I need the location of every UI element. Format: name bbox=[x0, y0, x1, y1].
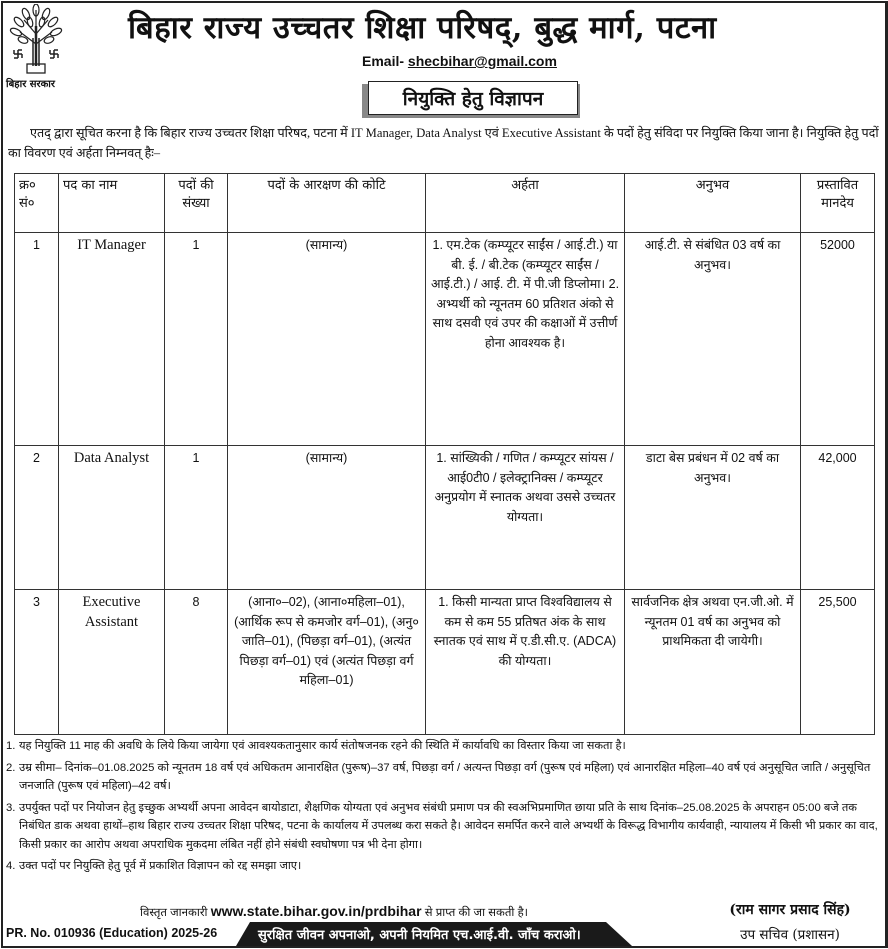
note-number: 2. bbox=[6, 761, 16, 774]
header-serial-no: क्र० सं० bbox=[15, 174, 59, 233]
note-text: उक्त पदों पर नियुक्ति हेतु पूर्व में प्रकाशित विज्ञापन को रद्द समझा जाए। bbox=[19, 860, 302, 872]
note-item bbox=[6, 799, 880, 855]
note-text: यह नियुक्ति 11 माह की अवधि के लिये किया जायेगा एवं आवश्यकतानुसार कार्य संतोषजनक रहने की स्थिति में कार्यावधि का विस्तार किया जा सकता है। bbox=[19, 740, 626, 752]
note-number: 3. bbox=[6, 801, 16, 814]
note-text: उपर्युक्त पदों पर नियोजन हेतु इच्छुक अभ्यर्थी अपना आवेदन बायोडाटा, शैक्षणिक योग्यता एवं अनुभव संबंधी प्रमाण पत्र की स्वअभिप्रमाणित छाया प्रति के साथ दिनांक–25.08.2025 के अपराहन 05:00 बजे तक निबंधित डाक अथवा हाथों–हाथ बिहार राज्य उच्चतर शिक्षा परिषद, पटना के कार्यालय में उपलब्ध करा सकते है। आवेदन समर्पित करने वाले अभ्यर्थी के विरूद्ध विभागीय कार्यवाही, न्यायालय में किसी भी प्रकार का वाद, किसी प्रकार का आरोप अथवा अपराधिक मुकदमा लंबित नहीं होने संबंधी स्वघोषणा पत्र भी देना होगा। bbox=[19, 801, 878, 851]
page-title: बिहार राज्य उच्चतर शिक्षा परिषद्, बुद्ध मार्ग, पटना bbox=[128, 10, 717, 46]
cell-qualification: 1. एम.टेक (कम्प्यूटर साईंस / आई.टी.) या बी. ई. / बी.टेक (कम्प्यूटर साईंस / आई.टी.) / आई. टी. में पी.जी डिप्लोमा। 2. अभ्यर्थी को न्यूनतम 60 प्रतिशत अंको से साथ दसवी एवं उपर की कक्षाओं में उत्तीर्ण होना आवश्यक है। bbox=[426, 233, 625, 446]
cell-experience: आई.टी. से संबंधित 03 वर्ष का अनुभव। bbox=[625, 233, 801, 446]
hiv-awareness-banner bbox=[236, 922, 636, 946]
cell-post-name: IT Manager bbox=[59, 233, 165, 446]
posts-table bbox=[14, 173, 875, 735]
cell-post-count: 8 bbox=[165, 590, 228, 735]
header-experience: अनुभव bbox=[625, 174, 801, 233]
cell-salary: 52000 bbox=[801, 233, 875, 446]
cell-post-name: Data Analyst bbox=[59, 446, 165, 590]
email-link[interactable]: shecbihar@gmail.com bbox=[407, 53, 557, 69]
cell-salary: 42,000 bbox=[801, 446, 875, 590]
header-post-count: पदों की संख्या bbox=[165, 174, 228, 233]
more-info-prefix: विस्तृत जानकारी bbox=[140, 907, 211, 919]
signer-designation: उप सचिव (प्रशासन) bbox=[740, 927, 840, 943]
table-row bbox=[15, 590, 875, 735]
note-item bbox=[6, 737, 880, 756]
intro-paragraph: एतद् द्वारा सूचित करना है कि बिहार राज्य उच्चतर शिक्षा परिषद, पटना में IT Manager, Data Analyst एवं Executive Assistant के पदों हेतु संविदा पर नियुक्ति किया जाना है। नियुक्ति हेतु पदों का विवरण एवं अर्हता निम्नवत् हैः– bbox=[8, 126, 879, 160]
cell-salary: 25,500 bbox=[801, 590, 875, 735]
header-reservation: पदों के आरक्षण की कोटि bbox=[228, 174, 426, 233]
header-qualification: अर्हता bbox=[426, 174, 625, 233]
note-item bbox=[6, 759, 880, 796]
email-label: Email- bbox=[362, 53, 408, 69]
cell-qualification: 1. किसी मान्यता प्राप्त विश्वविद्यालय से कम से कम 55 प्रतिषत अंक के साथ स्नातक एवं साथ में ए.डी.सी.ए. (ADCA) की योग्यता। bbox=[426, 590, 625, 735]
cell-qualification: 1. सांख्यिकी / गणित / कम्प्यूटर सांयस / आई0टी0 / इलेक्ट्रानिक्स / कम्प्यूटर अनुप्रयोग में स्नातक अथवा उससे उच्चतर योग्यता। bbox=[426, 446, 625, 590]
cell-serial-no: 2 bbox=[15, 446, 59, 590]
cell-experience: डाटा बेस प्रबंधन में 02 वर्ष का अनुभव। bbox=[625, 446, 801, 590]
note-number: 4. bbox=[6, 860, 16, 872]
banner-text: सुरक्षित जीवन अपनाओ, अपनी नियमित एच.आई.वी. जाँच कराओ। bbox=[258, 928, 581, 943]
more-info-line bbox=[140, 903, 528, 920]
pr-number: PR. No. 010936 (Education) 2025-26 bbox=[6, 926, 218, 940]
cell-serial-no: 1 bbox=[15, 233, 59, 446]
cell-post-name: Executive Assistant bbox=[59, 590, 165, 735]
cell-serial-no: 3 bbox=[15, 590, 59, 735]
note-number: 1. bbox=[6, 740, 16, 752]
table-row bbox=[15, 446, 875, 590]
cell-post-count: 1 bbox=[165, 233, 228, 446]
note-item bbox=[6, 857, 880, 876]
cell-reservation: (सामान्य) bbox=[228, 446, 426, 590]
table-row bbox=[15, 233, 875, 446]
cell-reservation: (सामान्य) bbox=[228, 233, 426, 446]
table-header-row bbox=[15, 174, 875, 233]
logo-caption: बिहार सरकार bbox=[6, 79, 55, 90]
cell-post-count: 1 bbox=[165, 446, 228, 590]
email-line bbox=[362, 53, 557, 69]
signer-name: (राम सागर प्रसाद सिंह) bbox=[729, 902, 851, 918]
notes-list bbox=[6, 737, 880, 879]
header-salary: प्रस्तावित मानदेय bbox=[801, 174, 875, 233]
cell-reservation: (आना०–02), (आना०महिला–01), (आर्थिक रूप से कमजोर वर्ग–01), (अनु० जाति–01), (पिछड़ा वर्ग–01), (अत्यंत पिछड़ा वर्ग–01) एवं (अत्यंत पिछड़ा वर्ग महिला–01) bbox=[228, 590, 426, 735]
header-post-name: पद का नाम bbox=[59, 174, 165, 233]
advertisement-heading: नियुक्ति हेतु विज्ञापन bbox=[368, 81, 578, 115]
website-link[interactable]: www.state.bihar.gov.in/prdbihar bbox=[210, 903, 422, 919]
more-info-suffix: से प्राप्त की जा सकती है। bbox=[421, 907, 529, 919]
note-text: उम्र सीमा– दिनांक–01.08.2025 को न्यूनतम 18 वर्ष एवं अधिकतम आनारक्षित (पुरूष)–37 वर्ष, पिछड़ा वर्ग / अत्यन्त पिछड़ा वर्ग (पुरूष एवं महिला) एवं आनारक्षित महिला–40 वर्ष एवं अनुसूचित जाति / अनुसूचित जनजाति (पुरूष एवं महिला)–42 वर्ष। bbox=[19, 761, 871, 792]
cell-experience: सार्वजनिक क्षेत्र अथवा एन.जी.ओ. में न्यूनतम 01 वर्ष का अनुभव को प्राथमिकता दी जायेगी। bbox=[625, 590, 801, 735]
